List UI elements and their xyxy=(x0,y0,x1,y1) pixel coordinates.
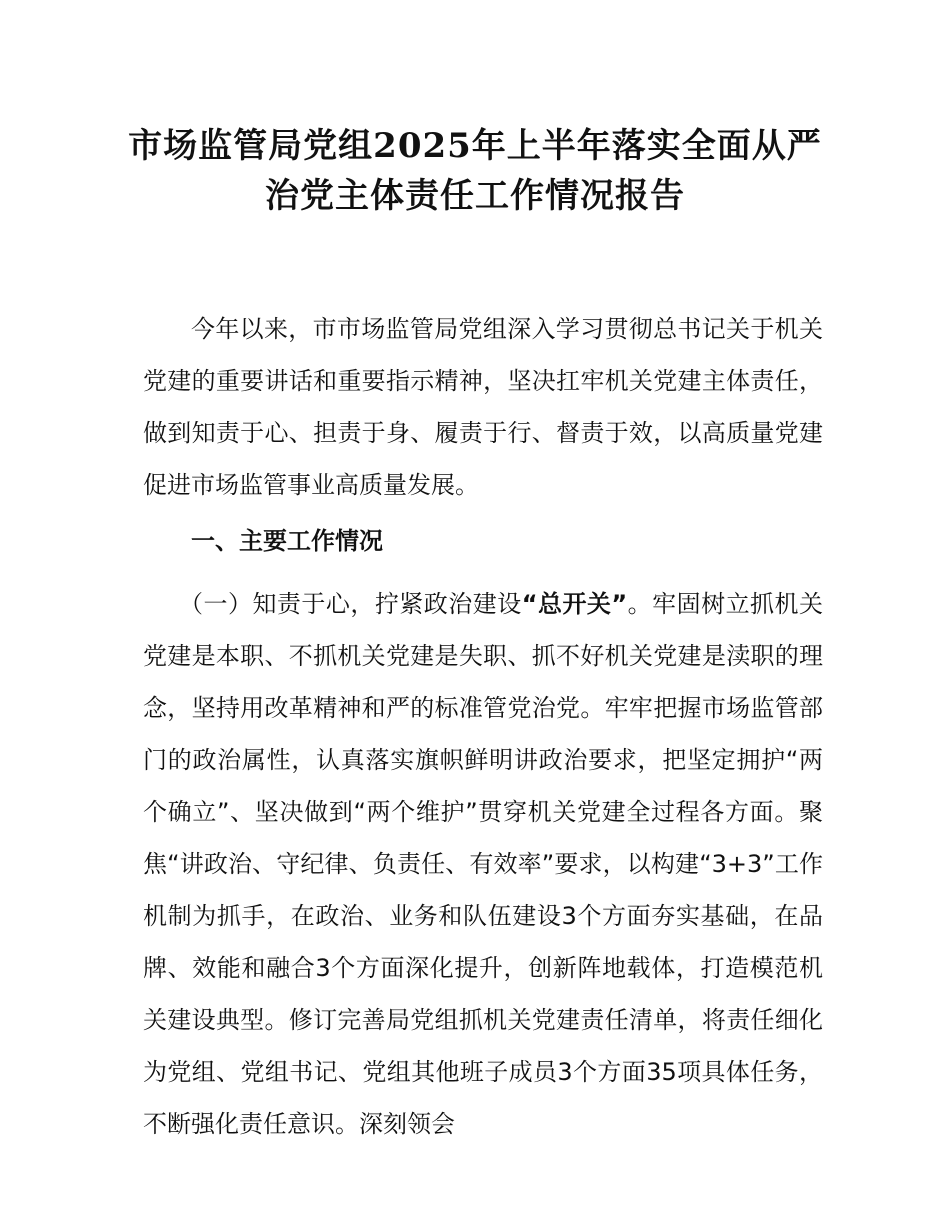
subsection-1-label: （一） xyxy=(179,590,253,618)
subsection-1-bold-phrase: “总开关” xyxy=(521,590,628,618)
section-heading-main-work: 一、主要工作情况 xyxy=(191,527,383,555)
document-title-line-1: 市场监管局党组2025年上半年落实全面从严 xyxy=(128,126,822,166)
subsection-1-body: 。牢固树立抓机关党建是本职、不抓机关党建是失职、抓不好机关党建是渎职的理念，坚持用改革精神和严的标准管党治党。牢牢把握市场监管部门的政治属性，认真落实旗帜鲜明讲政治要求，把坚定拥护“两个确立”、坚决做到“两个维护”贯穿机关党建全过程各方面。聚焦“讲政治、守纪律、负责任、有效率”要求，以构建“3+3”工作机制为抓手，在政治、业务和队伍建设3个方面夯实基础，在品牌、效能和融合3个方面深化提升，创新阵地载体，打造模范机关建设典型。修订完善局党组抓机关党建责任清单，将责任细化为党组、党组书记、党组其他班子成员3个方面35项具体任务，不断强化责任意识。深刻领会 xyxy=(143,590,823,1138)
subsection-1-lead: 知责于心，拧紧政治建设 xyxy=(252,590,522,618)
subsection-1-paragraph xyxy=(143,578,823,1138)
intro-paragraph: 今年以来，市市场监管局党组深入学习贯彻总书记关于机关党建的重要讲话和重要指示精神，坚决扛牢机关党建主体责任，做到知责于心、担责于身、履责于行、督责于效，以高质量党建促进市场监管事业高质量发展。 xyxy=(143,315,823,499)
document-title-line-2: 治党主体责任工作情况报告 xyxy=(265,176,685,216)
